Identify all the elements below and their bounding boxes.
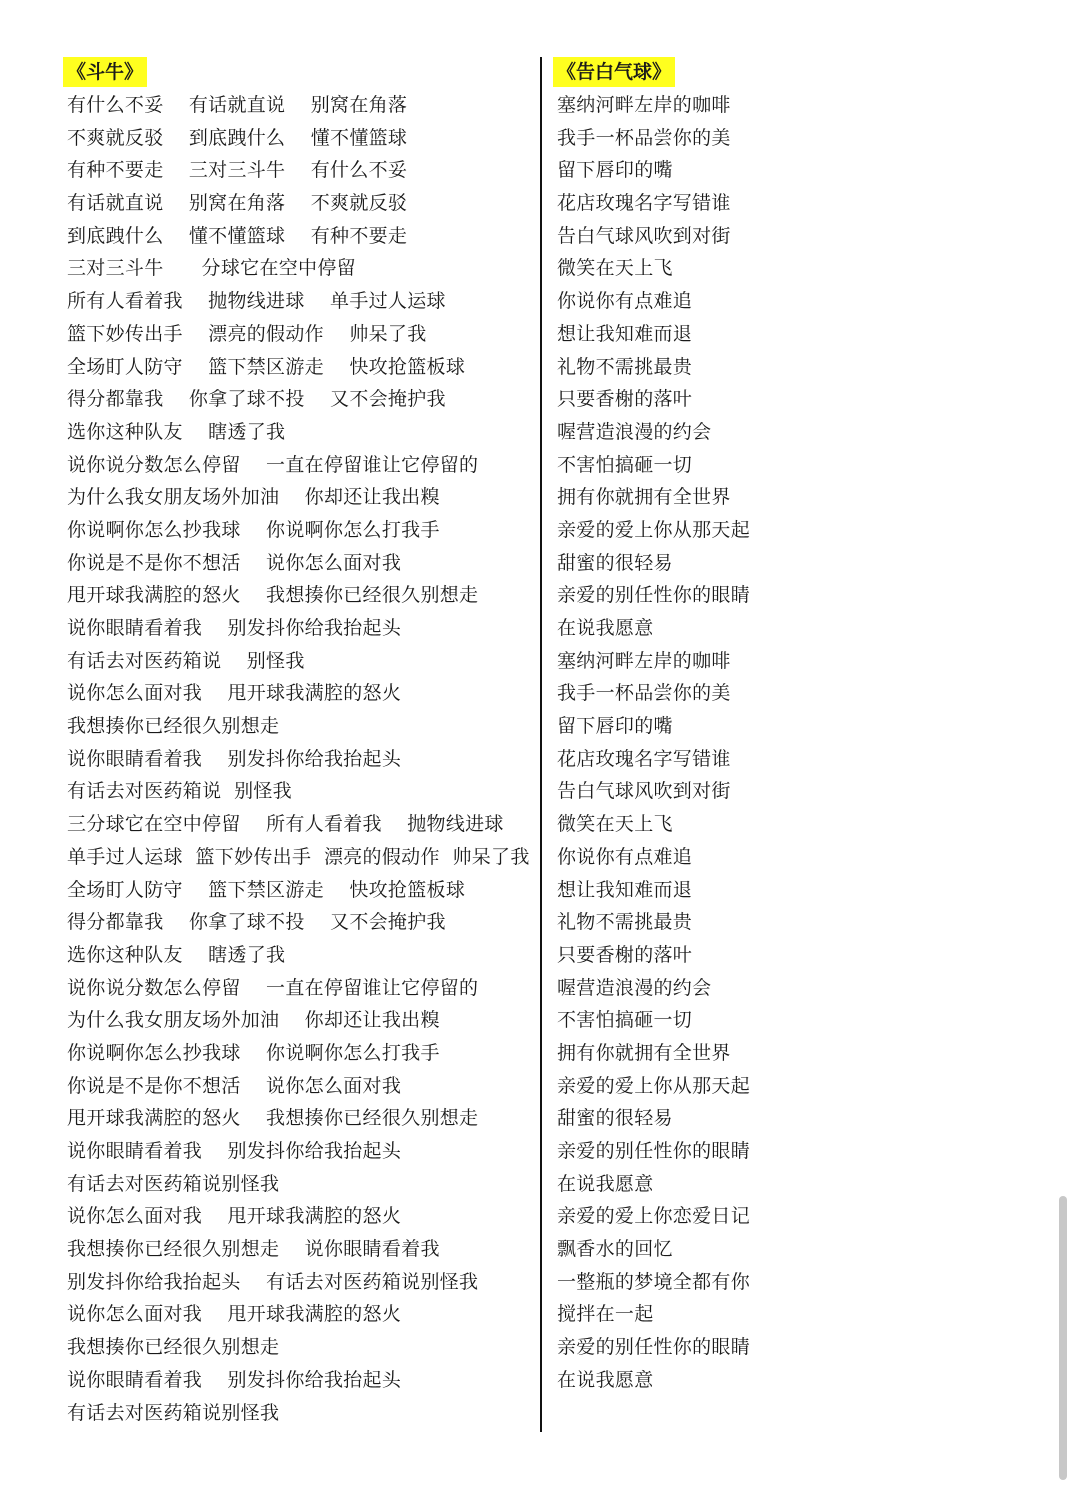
lyric-line: 你说是不是你不想活 说你怎么面对我 bbox=[67, 551, 402, 574]
lyric-line: 得分都靠我 你拿了球不投 又不会掩护我 bbox=[67, 911, 446, 934]
right-lyrics-column bbox=[557, 57, 1017, 1397]
lyric-line: 你说啊你怎么抄我球 你说啊你怎么打我手 bbox=[67, 518, 440, 541]
lyric-line: 不害怕搞砸一切 bbox=[557, 453, 693, 476]
lyric-line: 你说是不是你不想活 说你怎么面对我 bbox=[67, 1074, 402, 1097]
lyric-line: 甩开球我满腔的怒火 我想揍你已经很久别想走 bbox=[67, 584, 479, 607]
lyric-line: 篮下妙传出手 漂亮的假动作 帅呆了我 bbox=[67, 322, 427, 345]
lyric-line: 礼物不需挑最贵 bbox=[557, 911, 693, 934]
lyric-line: 到底跩什么 懂不懂篮球 有种不要走 bbox=[67, 224, 408, 247]
lyric-line: 选你这种队友 瞎透了我 bbox=[67, 420, 286, 443]
right-lyrics-list bbox=[557, 89, 1017, 1397]
lyric-line: 花店玫瑰名字写错谁 bbox=[557, 192, 731, 215]
lyric-line: 在说我愿意 bbox=[557, 617, 654, 639]
lyric-line: 喔营造浪漫的约会 bbox=[557, 976, 712, 999]
lyric-line: 我想揍你已经很久别想走 bbox=[67, 715, 280, 738]
lyric-line: 不爽就反驳 到底跩什么 懂不懂篮球 bbox=[67, 126, 408, 149]
lyric-line: 亲爱的别任性你的眼睛 bbox=[557, 1336, 751, 1359]
lyric-line: 微笑在天上飞 bbox=[557, 257, 673, 280]
lyric-line: 有话去对医药箱说 别怪我 bbox=[67, 780, 292, 803]
lyric-line: 三对三斗牛 分球它在空中停留 bbox=[67, 257, 356, 280]
lyric-line: 得分都靠我 你拿了球不投 又不会掩护我 bbox=[67, 388, 446, 411]
lyric-line: 只要香榭的落叶 bbox=[557, 388, 693, 411]
lyric-line: 选你这种队友 瞎透了我 bbox=[67, 943, 286, 966]
lyric-line: 飘香水的回忆 bbox=[557, 1238, 673, 1261]
lyric-line: 拥有你就拥有全世界 bbox=[557, 1041, 731, 1064]
lyric-line: 三分球它在空中停留 所有人看着我 抛物线进球 bbox=[67, 813, 504, 836]
lyric-line: 亲爱的爱上你从那天起 bbox=[557, 1074, 751, 1097]
lyric-line: 亲爱的爱上你恋爱日记 bbox=[557, 1205, 751, 1228]
lyric-line: 有什么不妥 有话就直说 别窝在角落 bbox=[67, 94, 408, 116]
lyric-line: 说你说分数怎么停留 一直在停留谁让它停留的 bbox=[67, 453, 479, 476]
lyric-line: 亲爱的别任性你的眼睛 bbox=[557, 1140, 751, 1162]
lyric-line: 说你眼睛看着我 别发抖你给我抬起头 bbox=[67, 1368, 402, 1391]
lyric-line: 有话去对医药箱说 别怪我 bbox=[67, 649, 305, 672]
lyric-line: 塞纳河畔左岸的咖啡 bbox=[557, 94, 731, 116]
lyric-line: 说你说分数怎么停留 一直在停留谁让它停留的 bbox=[67, 976, 479, 999]
lyric-line: 我手一杯品尝你的美 bbox=[557, 126, 731, 149]
lyric-line: 你说你有点难追 bbox=[557, 290, 693, 313]
lyric-line: 单手过人运球 篮下妙传出手 漂亮的假动作 帅呆了我 bbox=[67, 845, 530, 868]
lyric-line: 说你怎么面对我 甩开球我满腔的怒火 bbox=[67, 1303, 402, 1326]
lyric-line: 一整瓶的梦境全都有你 bbox=[557, 1270, 751, 1293]
lyric-line: 留下唇印的嘴 bbox=[557, 159, 673, 182]
lyric-line: 有话去对医药箱说别怪我 bbox=[67, 1172, 280, 1195]
lyric-line: 你说你有点难追 bbox=[557, 845, 693, 868]
lyric-line: 有话就直说 别窝在角落 不爽就反驳 bbox=[67, 192, 408, 215]
lyric-line: 只要香榭的落叶 bbox=[557, 943, 693, 966]
left-lyrics-list bbox=[67, 89, 530, 1429]
lyric-line: 微笑在天上飞 bbox=[557, 813, 673, 836]
vertical-scrollbar[interactable] bbox=[1059, 1196, 1067, 1480]
lyric-line: 甜蜜的很轻易 bbox=[557, 551, 673, 574]
lyric-line: 想让我知难而退 bbox=[557, 322, 693, 345]
lyric-line: 说你眼睛看着我 别发抖你给我抬起头 bbox=[67, 747, 402, 770]
lyric-line: 说你怎么面对我 甩开球我满腔的怒火 bbox=[67, 682, 402, 705]
lyric-line: 说你眼睛看着我 别发抖你给我抬起头 bbox=[67, 617, 402, 639]
lyric-line: 所有人看着我 抛物线进球 单手过人运球 bbox=[67, 290, 446, 313]
lyric-line: 亲爱的别任性你的眼睛 bbox=[557, 584, 751, 607]
lyric-line: 留下唇印的嘴 bbox=[557, 715, 673, 738]
lyric-line: 我手一杯品尝你的美 bbox=[557, 682, 731, 705]
lyric-line: 别发抖你给我抬起头 有话去对医药箱说别怪我 bbox=[67, 1270, 479, 1293]
lyric-line: 全场盯人防守 篮下禁区游走 快攻抢篮板球 bbox=[67, 878, 466, 901]
lyric-line: 甜蜜的很轻易 bbox=[557, 1107, 673, 1130]
lyric-line: 搅拌在一起 bbox=[557, 1303, 654, 1326]
lyric-line: 喔营造浪漫的约会 bbox=[557, 420, 712, 443]
lyric-line: 礼物不需挑最贵 bbox=[557, 355, 693, 378]
lyric-line: 甩开球我满腔的怒火 我想揍你已经很久别想走 bbox=[67, 1107, 479, 1130]
lyric-line: 告白气球风吹到对街 bbox=[557, 224, 731, 247]
lyric-line: 塞纳河畔左岸的咖啡 bbox=[557, 649, 731, 672]
lyric-line: 想让我知难而退 bbox=[557, 878, 693, 901]
lyric-line: 亲爱的爱上你从那天起 bbox=[557, 518, 751, 541]
lyric-line: 花店玫瑰名字写错谁 bbox=[557, 747, 731, 770]
lyric-line: 我想揍你已经很久别想走 说你眼睛看着我 bbox=[67, 1238, 440, 1261]
lyric-line: 说你怎么面对我 甩开球我满腔的怒火 bbox=[67, 1205, 402, 1228]
lyric-line: 说你眼睛看着我 别发抖你给我抬起头 bbox=[67, 1140, 402, 1162]
lyric-line: 有种不要走 三对三斗牛 有什么不妥 bbox=[67, 159, 408, 182]
lyric-line: 告白气球风吹到对街 bbox=[557, 780, 731, 803]
lyric-line: 为什么我女朋友场外加油 你却还让我出糗 bbox=[67, 1009, 440, 1032]
lyric-line: 在说我愿意 bbox=[557, 1172, 654, 1195]
left-lyrics-column bbox=[67, 57, 530, 1429]
lyric-line: 你说啊你怎么抄我球 你说啊你怎么打我手 bbox=[67, 1041, 440, 1064]
lyric-line: 为什么我女朋友场外加油 你却还让我出糗 bbox=[67, 486, 440, 509]
lyric-line: 有话去对医药箱说别怪我 bbox=[67, 1401, 280, 1424]
lyric-line: 在说我愿意 bbox=[557, 1368, 654, 1391]
lyric-line: 全场盯人防守 篮下禁区游走 快攻抢篮板球 bbox=[67, 355, 466, 378]
left-song-title: 《斗牛》 bbox=[63, 57, 147, 87]
lyric-line: 我想揍你已经很久别想走 bbox=[67, 1336, 280, 1359]
right-song-title: 《告白气球》 bbox=[553, 57, 675, 87]
lyric-line: 不害怕搞砸一切 bbox=[557, 1009, 693, 1032]
lyric-line: 拥有你就拥有全世界 bbox=[557, 486, 731, 509]
column-divider bbox=[540, 57, 542, 1432]
